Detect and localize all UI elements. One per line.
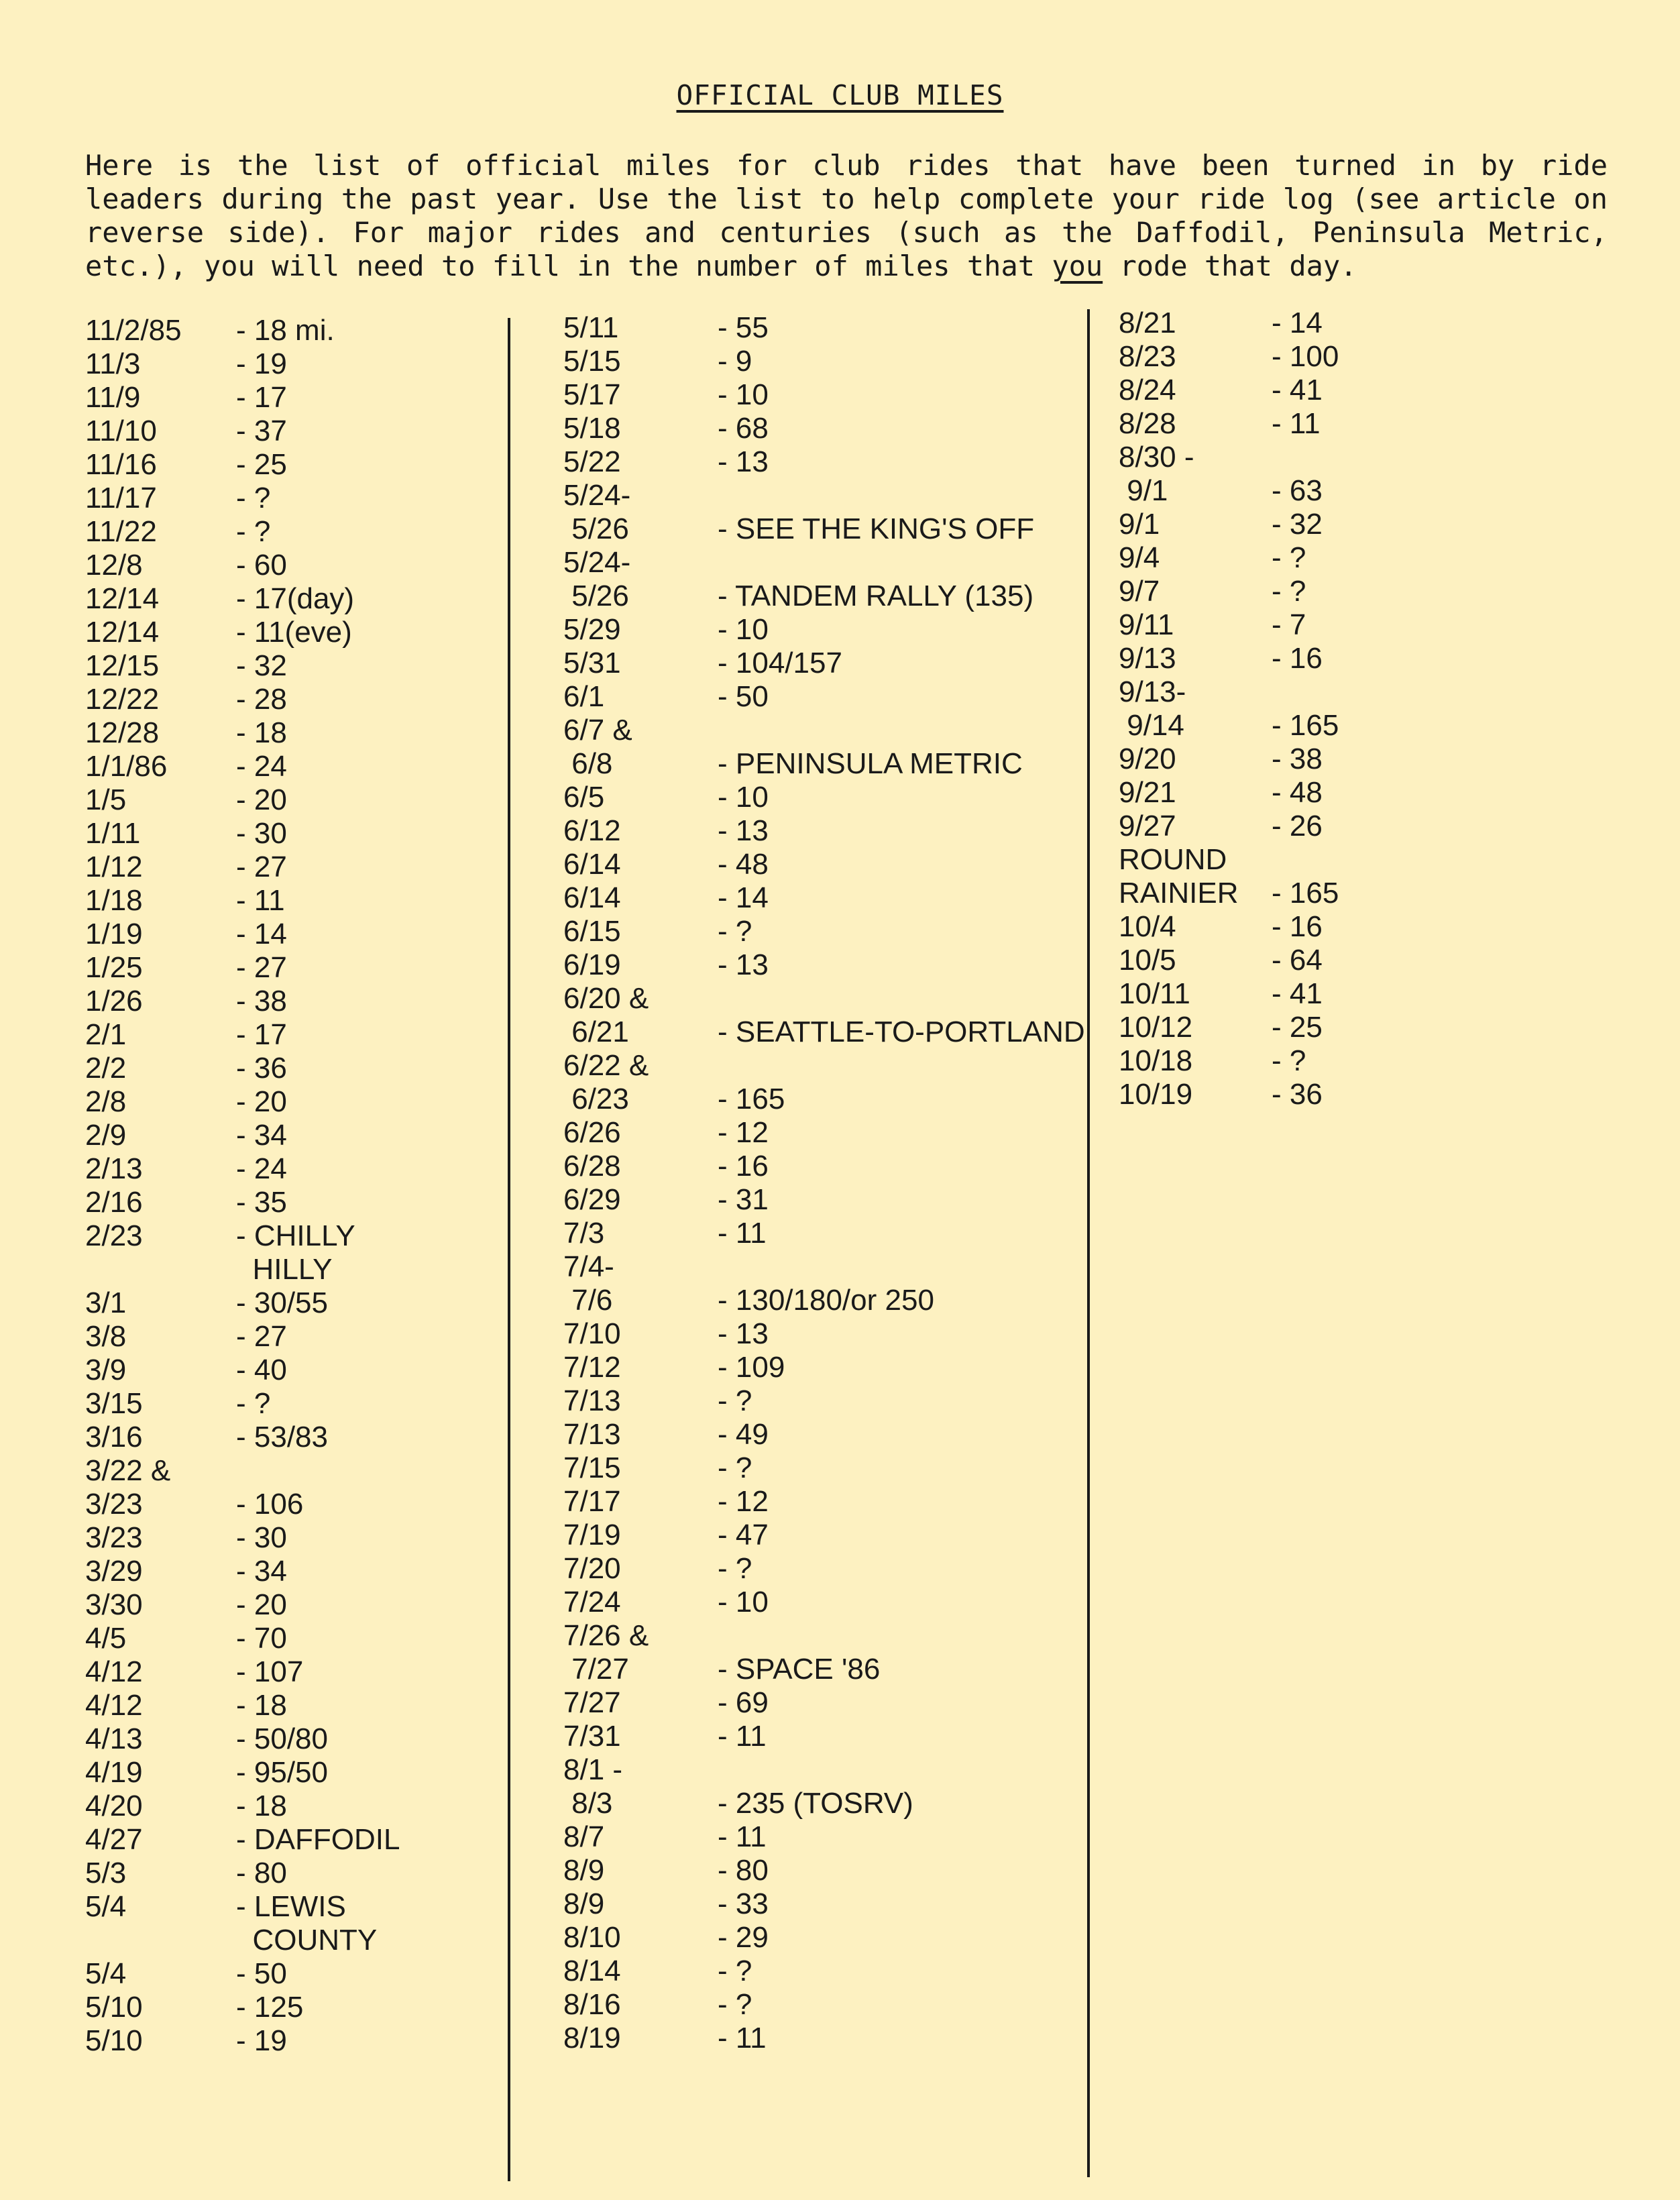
ride-date: 6/19 [563, 948, 621, 981]
ride-date: 7/13 [563, 1418, 621, 1451]
ride-date: 5/10 [85, 1991, 143, 2024]
ride-miles: - 34 [236, 1119, 287, 1152]
ride-date: 2/23 [85, 1219, 143, 1252]
ride-miles: - 18 [236, 716, 287, 749]
ride-miles: - 9 [718, 345, 752, 378]
ride-miles: - 20 [236, 1085, 287, 1118]
ride-miles: - 11 [718, 2022, 767, 2054]
ride-miles: - PENINSULA METRIC [718, 747, 1023, 780]
ride-date: 7/13 [563, 1384, 621, 1417]
ride-miles: - 32 [236, 649, 287, 682]
ride-date: 8/9 [563, 1887, 605, 1920]
ride-date: 3/30 [85, 1588, 143, 1621]
ride-date: RAINIER [1119, 877, 1239, 910]
ride-date: 10/11 [1119, 977, 1190, 1010]
ride-miles: - 55 [718, 311, 769, 344]
ride-miles: - 25 [1272, 1011, 1323, 1044]
ride-miles: - 13 [718, 948, 769, 981]
ride-miles: - 60 [236, 549, 287, 582]
intro-text-emphasis: you [1052, 250, 1103, 282]
ride-date: 4/5 [85, 1622, 127, 1655]
ride-miles: - 13 [718, 814, 769, 847]
ride-date: 1/26 [85, 985, 143, 1018]
ride-date: 7/17 [563, 1485, 621, 1518]
column-divider-1 [508, 318, 510, 2181]
ride-date: 3/29 [85, 1555, 143, 1588]
ride-miles: - 18 [236, 1689, 287, 1722]
ride-date: 2/2 [85, 1052, 127, 1085]
ride-miles: - 109 [718, 1351, 785, 1384]
ride-date: 9/7 [1119, 575, 1160, 608]
ride-miles: - 24 [236, 750, 287, 783]
ride-date: 8/3 [563, 1787, 613, 1820]
ride-date: 9/1 [1119, 474, 1168, 507]
ride-date: 11/3 [85, 347, 141, 380]
ride-miles: - 30 [236, 817, 287, 850]
ride-date: 1/12 [85, 850, 143, 883]
ride-date: 1/18 [85, 884, 143, 917]
ride-miles: - 40 [236, 1354, 287, 1386]
ride-miles: - TANDEM RALLY (135) [718, 580, 1034, 612]
ride-date: 8/16 [563, 1988, 621, 2021]
ride-miles: - 104/157 [718, 647, 842, 679]
ride-date: 5/18 [563, 412, 621, 445]
ride-date: 7/4- [563, 1250, 614, 1283]
ride-miles: - 37 [236, 415, 287, 447]
ride-miles: - 30/55 [236, 1286, 328, 1319]
ride-miles: - ? [718, 1552, 752, 1585]
ride-date: 2/8 [85, 1085, 127, 1118]
ride-miles: - 48 [1272, 776, 1323, 809]
ride-date: 5/15 [563, 345, 621, 378]
ride-date: 5/3 [85, 1857, 127, 1889]
ride-miles: - 14 [1272, 307, 1323, 339]
ride-date: 8/7 [563, 1820, 605, 1853]
ride-miles: - 36 [236, 1052, 287, 1085]
ride-date: 5/11 [563, 311, 619, 344]
ride-miles: - SEE THE KING'S OFF [718, 512, 1035, 545]
ride-miles: - 41 [1272, 374, 1323, 406]
ride-date: 11/9 [85, 381, 141, 414]
ride-miles: - 29 [718, 1921, 769, 1954]
ride-date: 4/20 [85, 1790, 143, 1822]
ride-miles: - 27 [236, 850, 287, 883]
ride-miles: - 20 [236, 1588, 287, 1621]
ride-miles: - 13 [718, 445, 769, 478]
ride-date: 8/19 [563, 2022, 621, 2054]
ride-miles: - 18 mi. [236, 314, 335, 347]
ride-date: 12/14 [85, 616, 160, 649]
ride-miles: - 16 [1272, 910, 1323, 943]
ride-date: 5/4 [85, 1957, 127, 1990]
ride-date: 7/27 [563, 1686, 621, 1719]
ride-miles: - 38 [236, 985, 287, 1018]
ride-miles: - 30 [236, 1521, 287, 1554]
ride-date: 11/16 [85, 448, 157, 481]
ride-miles: - 34 [236, 1555, 287, 1588]
ride-miles: - 100 [1272, 340, 1339, 373]
ride-date: 7/19 [563, 1519, 621, 1551]
ride-miles: - ? [718, 1384, 752, 1417]
ride-miles: - 13 [718, 1317, 769, 1350]
ride-miles: - 17 [236, 381, 287, 414]
ride-miles: - ? [1272, 1044, 1306, 1077]
ride-date: 4/19 [85, 1756, 143, 1789]
ride-date: 9/21 [1119, 776, 1176, 809]
ride-miles: - 80 [718, 1854, 769, 1887]
ride-date: 6/5 [563, 781, 605, 814]
ride-miles: - 36 [1272, 1078, 1323, 1111]
ride-miles: - 64 [1272, 944, 1323, 977]
ride-miles: - 11 [718, 1720, 767, 1753]
ride-miles: - 165 [718, 1083, 785, 1115]
ride-miles: - 49 [718, 1418, 769, 1451]
intro-text [85, 149, 1608, 283]
ride-miles: - ? [236, 1387, 271, 1420]
intro-paragraph [85, 149, 1608, 283]
ride-date: 8/14 [563, 1955, 621, 1987]
intro-text-start: Here is the list of official miles for club rides that have been turned in by ride leaders during the past year. Use the list to help complete your ride log (see article on reverse side). For major rides and centuries (such as the Daffodil, Peninsula Metric, etc.), you will need to fill in the number of miles that [85, 149, 1608, 282]
ride-date: 3/23 [85, 1521, 143, 1554]
intro-text-end: rode that day. [1103, 250, 1357, 282]
ride-date: 7/3 [563, 1217, 605, 1250]
ride-miles: - 16 [1272, 642, 1323, 675]
ride-date: 5/24- [563, 546, 631, 579]
ride-date: 9/13 [1119, 642, 1176, 675]
ride-date: 6/22 & [563, 1049, 649, 1082]
ride-date: 3/22 & [85, 1454, 171, 1487]
ride-miles: - LEWIS [236, 1890, 346, 1923]
ride-miles: - 11 [718, 1820, 767, 1853]
ride-date: 9/13- [1119, 675, 1186, 708]
ride-date: 1/1/86 [85, 750, 168, 783]
ride-miles: - 10 [718, 1586, 769, 1618]
ride-miles: - 19 [236, 347, 287, 380]
ride-miles: - 165 [1272, 877, 1339, 910]
title-text: OFFICIAL CLUB MILES [676, 79, 1004, 111]
ride-miles: - 106 [236, 1488, 304, 1521]
ride-date: 4/12 [85, 1689, 143, 1722]
ride-date: 6/8 [563, 747, 613, 780]
ride-miles: - 47 [718, 1519, 769, 1551]
ride-date: 8/10 [563, 1921, 621, 1954]
ride-date: 9/4 [1119, 541, 1160, 574]
ride-miles: - 38 [1272, 742, 1323, 775]
ride-date: 8/9 [563, 1854, 605, 1887]
ride-date: 2/13 [85, 1152, 143, 1185]
ride-date: 7/24 [563, 1586, 621, 1618]
ride-miles: - 68 [718, 412, 769, 445]
ride-miles: - 16 [718, 1150, 769, 1182]
ride-miles: - 63 [1272, 474, 1323, 507]
ride-miles: - 32 [1272, 508, 1323, 541]
ride-date: 9/20 [1119, 742, 1176, 775]
ride-miles: - 28 [236, 683, 287, 716]
ride-date: 6/29 [563, 1183, 621, 1216]
ride-date: 11/17 [85, 482, 157, 514]
ride-miles: - 25 [236, 448, 287, 481]
ride-date: 1/5 [85, 783, 127, 816]
ride-date: 7/10 [563, 1317, 621, 1350]
ride-miles: - 10 [718, 781, 769, 814]
ride-date: 4/13 [85, 1722, 143, 1755]
ride-miles: - 26 [1272, 810, 1323, 842]
ride-date: 9/27 [1119, 810, 1176, 842]
ride-miles: - 41 [1272, 977, 1323, 1010]
ride-date: 8/23 [1119, 340, 1176, 373]
ride-date: 1/19 [85, 918, 143, 950]
ride-miles: - 11 [1272, 407, 1321, 440]
ride-date: 5/17 [563, 378, 621, 411]
ride-miles: - 80 [236, 1857, 287, 1889]
ride-date: 6/14 [563, 881, 621, 914]
ride-date: 2/9 [85, 1119, 127, 1152]
ride-miles: - ? [718, 915, 752, 948]
ride-date: 10/12 [1119, 1011, 1193, 1044]
ride-miles: - 50/80 [236, 1722, 328, 1755]
ride-miles: - 130/180/or 250 [718, 1284, 934, 1317]
ride-date: 3/23 [85, 1488, 143, 1521]
ride-miles: - 11(eve) [236, 616, 352, 649]
ride-date: 12/22 [85, 683, 160, 716]
ride-miles: - 53/83 [236, 1421, 328, 1453]
ride-miles: - ? [718, 1955, 752, 1987]
ride-date: 7/15 [563, 1451, 621, 1484]
ride-date: 1/11 [85, 817, 141, 850]
ride-date: 6/14 [563, 848, 621, 881]
ride-miles: - ? [718, 1451, 752, 1484]
ride-date: 10/4 [1119, 910, 1176, 943]
ride-miles: - 33 [718, 1887, 769, 1920]
ride-date: 5/22 [563, 445, 621, 478]
ride-date: 5/10 [85, 2024, 143, 2057]
ride-miles: - 27 [236, 951, 287, 984]
ride-date: 6/21 [563, 1015, 629, 1048]
ride-date: 7/27 [563, 1653, 629, 1686]
ride-date: 2/16 [85, 1186, 143, 1219]
ride-date: 7/31 [563, 1720, 621, 1753]
ride-miles: - SEATTLE-TO-PORTLAND [718, 1015, 1085, 1048]
ride-miles: - 235 (TOSRV) [718, 1787, 913, 1820]
ride-date: 8/21 [1119, 307, 1176, 339]
ride-miles: - 17(day) [236, 582, 355, 615]
ride-date: 3/16 [85, 1421, 143, 1453]
ride-miles: - 50 [236, 1957, 287, 1990]
ride-miles: - 35 [236, 1186, 287, 1219]
ride-date: 7/12 [563, 1351, 621, 1384]
ride-date: 3/8 [85, 1320, 127, 1353]
ride-date: 7/26 & [563, 1619, 649, 1652]
ride-miles: - 7 [1272, 608, 1306, 641]
ride-miles: - 107 [236, 1655, 304, 1688]
ride-miles: - 20 [236, 783, 287, 816]
ride-miles: - 12 [718, 1485, 769, 1518]
ride-date: 11/22 [85, 515, 157, 548]
ride-miles: - 11 [236, 884, 285, 917]
ride-miles: - 70 [236, 1622, 287, 1655]
ride-miles: - 125 [236, 1991, 304, 2024]
ride-miles: - ? [236, 515, 271, 548]
ride-miles: - DAFFODIL [236, 1823, 400, 1856]
ride-date: 6/7 & [563, 714, 632, 747]
ride-date: 5/26 [563, 580, 629, 612]
ride-date: 6/28 [563, 1150, 621, 1182]
ride-miles: - 14 [718, 881, 769, 914]
ride-miles: - ? [718, 1988, 752, 2021]
ride-date: 10/5 [1119, 944, 1176, 977]
ride-miles: HILLY [236, 1253, 333, 1286]
ride-date: 3/1 [85, 1286, 127, 1319]
ride-date: 12/28 [85, 716, 160, 749]
ride-date: 12/14 [85, 582, 160, 615]
ride-miles: - SPACE '86 [718, 1653, 881, 1686]
ride-miles: - 27 [236, 1320, 287, 1353]
ride-date: 4/12 [85, 1655, 143, 1688]
ride-date: 3/9 [85, 1354, 127, 1386]
ride-date: 8/30 - [1119, 441, 1194, 474]
ride-miles: - 24 [236, 1152, 287, 1185]
ride-miles: - 12 [718, 1116, 769, 1149]
ride-miles: - 48 [718, 848, 769, 881]
ride-miles: - 10 [718, 378, 769, 411]
ride-date: 11/10 [85, 415, 157, 447]
ride-miles: - 17 [236, 1018, 287, 1051]
ride-date: 5/31 [563, 647, 621, 679]
ride-miles: - 69 [718, 1686, 769, 1719]
ride-date: 5/4 [85, 1890, 127, 1923]
ride-date: 6/12 [563, 814, 621, 847]
ride-miles: - 19 [236, 2024, 287, 2057]
ride-date: 9/1 [1119, 508, 1160, 541]
ride-date: 6/23 [563, 1083, 629, 1115]
ride-miles: - 11 [718, 1217, 767, 1250]
ride-date: 5/29 [563, 613, 621, 646]
ride-date: 12/8 [85, 549, 143, 582]
ride-date: 10/19 [1119, 1078, 1193, 1111]
ride-date: ROUND [1119, 843, 1227, 876]
ride-date: 2/1 [85, 1018, 127, 1051]
page-title [0, 79, 1680, 111]
ride-miles: - 10 [718, 613, 769, 646]
ride-miles: - 14 [236, 918, 287, 950]
ride-date: 12/15 [85, 649, 160, 682]
ride-miles: - 18 [236, 1790, 287, 1822]
ride-date: 8/28 [1119, 407, 1176, 440]
ride-miles: COUNTY [236, 1924, 378, 1957]
ride-date: 6/15 [563, 915, 621, 948]
ride-date: 3/15 [85, 1387, 143, 1420]
ride-date: 6/26 [563, 1116, 621, 1149]
ride-date: 7/6 [563, 1284, 613, 1317]
ride-date: 5/24- [563, 479, 631, 512]
ride-date: 4/27 [85, 1823, 143, 1856]
ride-miles: - ? [1272, 575, 1306, 608]
ride-date: 1/25 [85, 951, 143, 984]
ride-miles: - 31 [718, 1183, 769, 1216]
ride-miles: - ? [1272, 541, 1306, 574]
column-divider-2 [1087, 309, 1090, 2177]
ride-date: 6/1 [563, 680, 605, 713]
ride-miles: - 165 [1272, 709, 1339, 742]
ride-date: 11/2/85 [85, 314, 182, 347]
ride-date: 6/20 & [563, 982, 649, 1015]
ride-date: 8/24 [1119, 374, 1176, 406]
ride-miles: - 50 [718, 680, 769, 713]
ride-date: 10/18 [1119, 1044, 1193, 1077]
ride-date: 8/1 - [563, 1753, 623, 1786]
ride-date: 7/20 [563, 1552, 621, 1585]
ride-miles: - 95/50 [236, 1756, 328, 1789]
ride-date: 9/11 [1119, 608, 1174, 641]
ride-date: 5/26 [563, 512, 629, 545]
ride-miles: - CHILLY [236, 1219, 355, 1252]
ride-miles: - ? [236, 482, 271, 514]
ride-date: 9/14 [1119, 709, 1184, 742]
